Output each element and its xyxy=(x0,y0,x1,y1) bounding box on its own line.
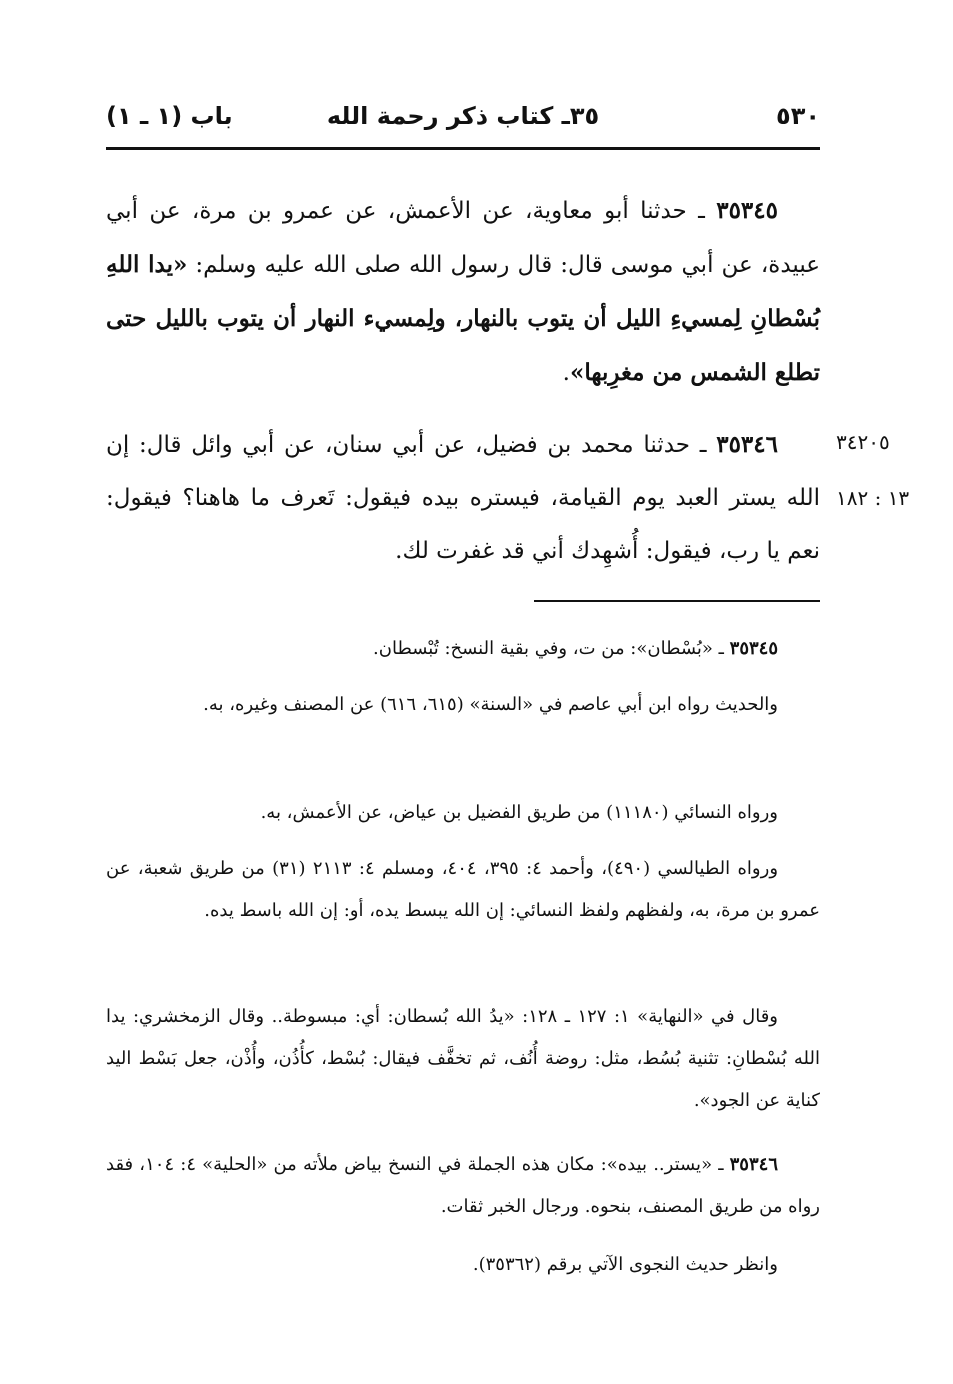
hadith-35346 xyxy=(106,418,820,578)
margin-note: ١٣ : ١٨٢ xyxy=(836,486,910,510)
footnote-35345 xyxy=(106,628,820,670)
hadith-text: ـ حدثنا أبو معاوية، عن الأعمش، عن عمرو بن مرة، عن أبي عبيدة، عن أبي موسى قال: قال رسول الله صلى الله عليه وسلم: xyxy=(106,198,821,278)
footnote-number: ٣٥٣٤٦ xyxy=(729,1154,778,1175)
book-title: ٣٥ـ كتاب ذكر رحمة الله xyxy=(326,102,600,130)
header-rule xyxy=(106,147,820,150)
footnote-number: ٣٥٣٤٥ xyxy=(729,638,778,659)
footnote-text: وانظر حديث النجوى الآتي برقم (٣٥٣٦٢). xyxy=(472,1254,778,1275)
footnote-paragraph xyxy=(106,1244,820,1286)
footnote-paragraph xyxy=(106,848,820,932)
footnote-paragraph xyxy=(106,792,820,834)
hadith-quote: «يدا اللهِ بُسْطانِ لِمسيءِ الليل أن يتوب بالنهار، ولِمسيء النهار أن يتوب بالليل حتى تطلع الشمس من مغرِبها» xyxy=(106,251,820,386)
page-number: ٥٣٠ xyxy=(776,102,820,130)
hadith-end: . xyxy=(562,360,570,386)
footnote-text: ـ «يستر.. بيده»: مكان هذه الجملة في النسخ بياض ملأته من «الحلية» ٤: ١٠٤، فقد رواه من طريق المصنف، بنحوه. ورجال الخبر ثقات. xyxy=(106,1154,820,1217)
hadith-number: ٣٥٣٤٥ xyxy=(716,197,778,224)
margin-note: ٣٤٢٠٥ xyxy=(836,430,890,454)
footnote-35346 xyxy=(106,1144,820,1228)
footnote-text: والحديث رواه ابن أبي عاصم في «السنة» (٦١٥، ٦١٦) عن المصنف وغيره، به. xyxy=(203,694,778,715)
footnote-paragraph xyxy=(106,996,820,1122)
hadith-number: ٣٥٣٤٦ xyxy=(716,431,778,458)
hadith-35345 xyxy=(106,184,820,400)
footnote-text: وقال في «النهاية» ١: ١٢٧ ـ ١٢٨: «يدُ الله بُسطان: أي: مبسوطة.. وقال الزمخشري: يدا الله بُسْطانِ: تثنية بُسُط، مثل: روضة أُنُف، ثم تخفَّف فيقال: بُسْط، كأُذُن، وأُذْن، جعل بَسْط اليد كناية عن الجود». xyxy=(106,1006,820,1111)
footnote-rule xyxy=(534,600,820,602)
hadith-text: ـ حدثنا محمد بن فضيل، عن أبي سنان، عن أبي وائل قال: إن الله يستر العبد يوم القيامة، فيستره بيده فيقول: تَعرف ما هاهنا؟ فيقول: نعم يا رب، فيقول: أُشهِدك أني قد غفرت لك. xyxy=(106,432,820,564)
chapter-label: باب (١ ـ ١) xyxy=(106,102,233,130)
footnote-text: ورواه النسائي (١١١٨٠) من طريق الفضيل بن عياض، عن الأعمش، به. xyxy=(260,802,778,823)
footnote-text: ـ «بُسْطان»: من ت، وفي بقية النسخ: تُبْسطان. xyxy=(373,638,730,659)
footnote-paragraph xyxy=(106,684,820,726)
footnote-text: ورواه الطيالسي (٤٩٠)، وأحمد ٤: ٣٩٥، ٤٠٤، ومسلم ٤: ٢١١٣ (٣١) من طريق شعبة، عن عمرو بن مرة، به، ولفظهم ولفظ النسائي: إن الله يبسط يده، أو: إن الله باسط يده. xyxy=(106,858,820,921)
page-header xyxy=(106,102,820,142)
